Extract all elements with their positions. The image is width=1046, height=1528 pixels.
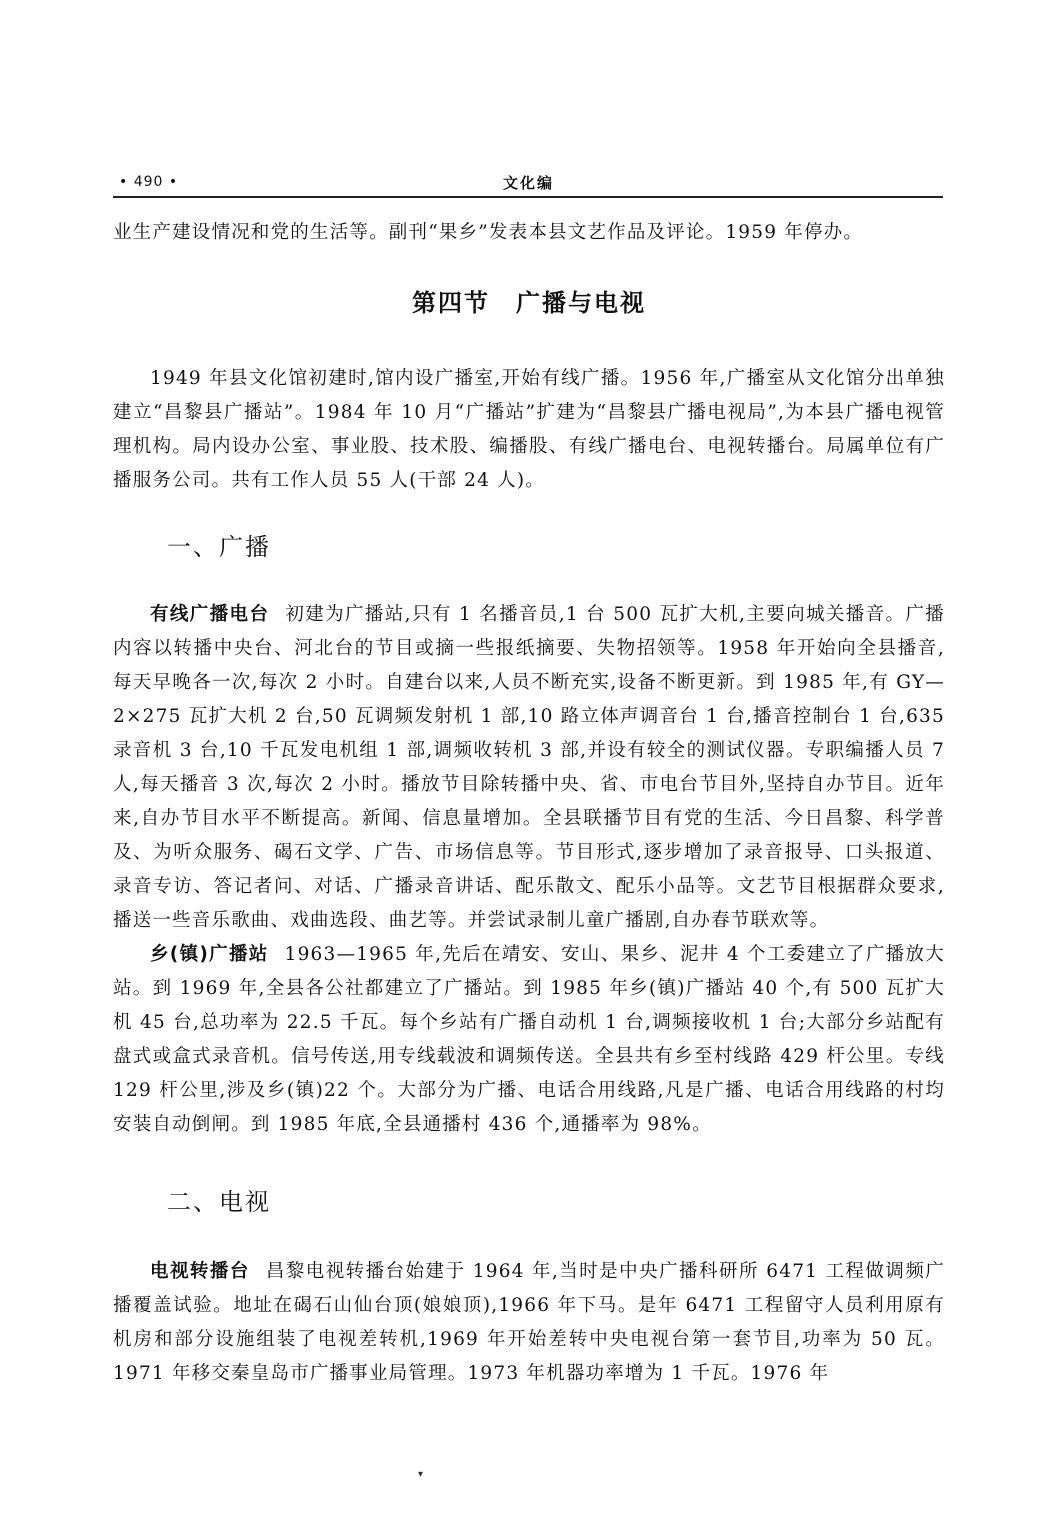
lead-term-wired-radio: 有线广播电台 [150, 604, 270, 625]
paragraph-wired-radio [113, 598, 945, 938]
lead-term-tv-relay: 电视转播台 [150, 1261, 250, 1282]
footer-mark: ▾ [418, 1469, 424, 1480]
carryover-paragraph: 业生产建设情况和党的生活等。副刊“果乡”发表本县文艺作品及评论。1959 年停办。 [113, 222, 864, 243]
page-header [113, 168, 943, 198]
broadcast-body [113, 598, 945, 1142]
running-title: 文化编 [503, 174, 555, 192]
paragraph-text-wired-radio: 初建为广播站,只有 1 名播音员,1 台 500 瓦扩大机,主要向城关播音。广播内容以转播中央台、河北台的节目或摘一些报纸摘要、失物招领等。1958 年开始向全县播音,每天早晚各一次,每次 2 小时。自建台以来,人员不断充实,设备不断更新。到 1985 年,有 GY—2×275 瓦扩大机 2 台,50 瓦调频发射机 1 部,10 路立体声调音台 1 台,播音控制台 1 台,635 录音机 3 台,10 千瓦发电机组 1 部,调频收转机 3 部,并设有较全的测试仪器。专职编播人员 7 人,每天播音 3 次,每次 2 小时。播放节目除转播中央、省、市电台节目外,坚持自办节目。近年来,自办节目水平不断提高。新闻、信息量增加。全县联播节目有党的生活、今日昌黎、科学普及、为听众服务、碣石文学、广告、市场信息等。节目形式,逐步增加了录音报导、口头报道、录音专访、答记者问、对话、广播录音讲话、配乐散文、配乐小品等。文艺节目根据群众要求,播送一些音乐歌曲、戏曲选段、曲艺等。并尝试录制儿童广播剧,自办春节联欢等。 [113, 604, 945, 931]
intro-paragraph-block [113, 362, 945, 498]
carryover-paragraph-block [113, 216, 945, 250]
intro-paragraph: 1949 年县文化馆初建时,馆内设广播室,开始有线广播。1956 年,广播室从文化馆分出单独建立“昌黎县广播站”。1984 年 10 月“广播站”扩建为“昌黎县广播电视局”,为本县广播电视管理机构。局内设办公室、事业股、技术股、编播股、有线广播电台、电视转播台。局属单位有广播服务公司。共有工作人员 55 人(干部 24 人)。 [113, 368, 945, 491]
television-body [113, 1255, 945, 1391]
section-title: 第四节 广播与电视 [412, 289, 646, 317]
paragraph-text-tv-relay: 昌黎电视转播台始建于 1964 年,当时是中央广播科研所 6471 工程做调频广播覆盖试验。地址在碣石山仙台顶(娘娘顶),1966 年下马。是年 6471 工程留守人员利用原有机房和部分设施组装了电视差转机,1969 年开始差转中央电视台第一套节目,功率为 50 瓦。1971 年移交秦皇岛市广播事业局管理。1973 年机器功率增为 1 千瓦。1976 年 [113, 1261, 945, 1384]
paragraph-tv-relay [113, 1255, 945, 1391]
paragraph-township-station [113, 938, 945, 1142]
page-number: • 490 • [119, 174, 179, 190]
subsection-heading-television: 二、电视 [167, 1188, 271, 1216]
subsection-heading-broadcast: 一、广播 [167, 533, 271, 561]
paragraph-text-township-station: 1963—1965 年,先后在靖安、安山、果乡、泥井 4 个工委建立了广播放大站。到 1969 年,全县各公社都建立了广播站。到 1985 年乡(镇)广播站 40 个,有 500 瓦扩大机 45 台,总功率为 22.5 千瓦。每个乡站有广播自动机 1 台,调频接收机 1 台;大部分乡站配有盘式或盒式录音机。信号传送,用专线载波和调频传送。全县共有乡至村线路 429 杆公里。专线 129 杆公里,涉及乡(镇)22 个。大部分为广播、电话合用线路,凡是广播、电话合用线路的村均安装自动倒闸。到 1985 年底,全县通播村 436 个,通播率为 98%。 [113, 944, 946, 1135]
lead-term-township-station: 乡(镇)广播站 [150, 944, 269, 965]
